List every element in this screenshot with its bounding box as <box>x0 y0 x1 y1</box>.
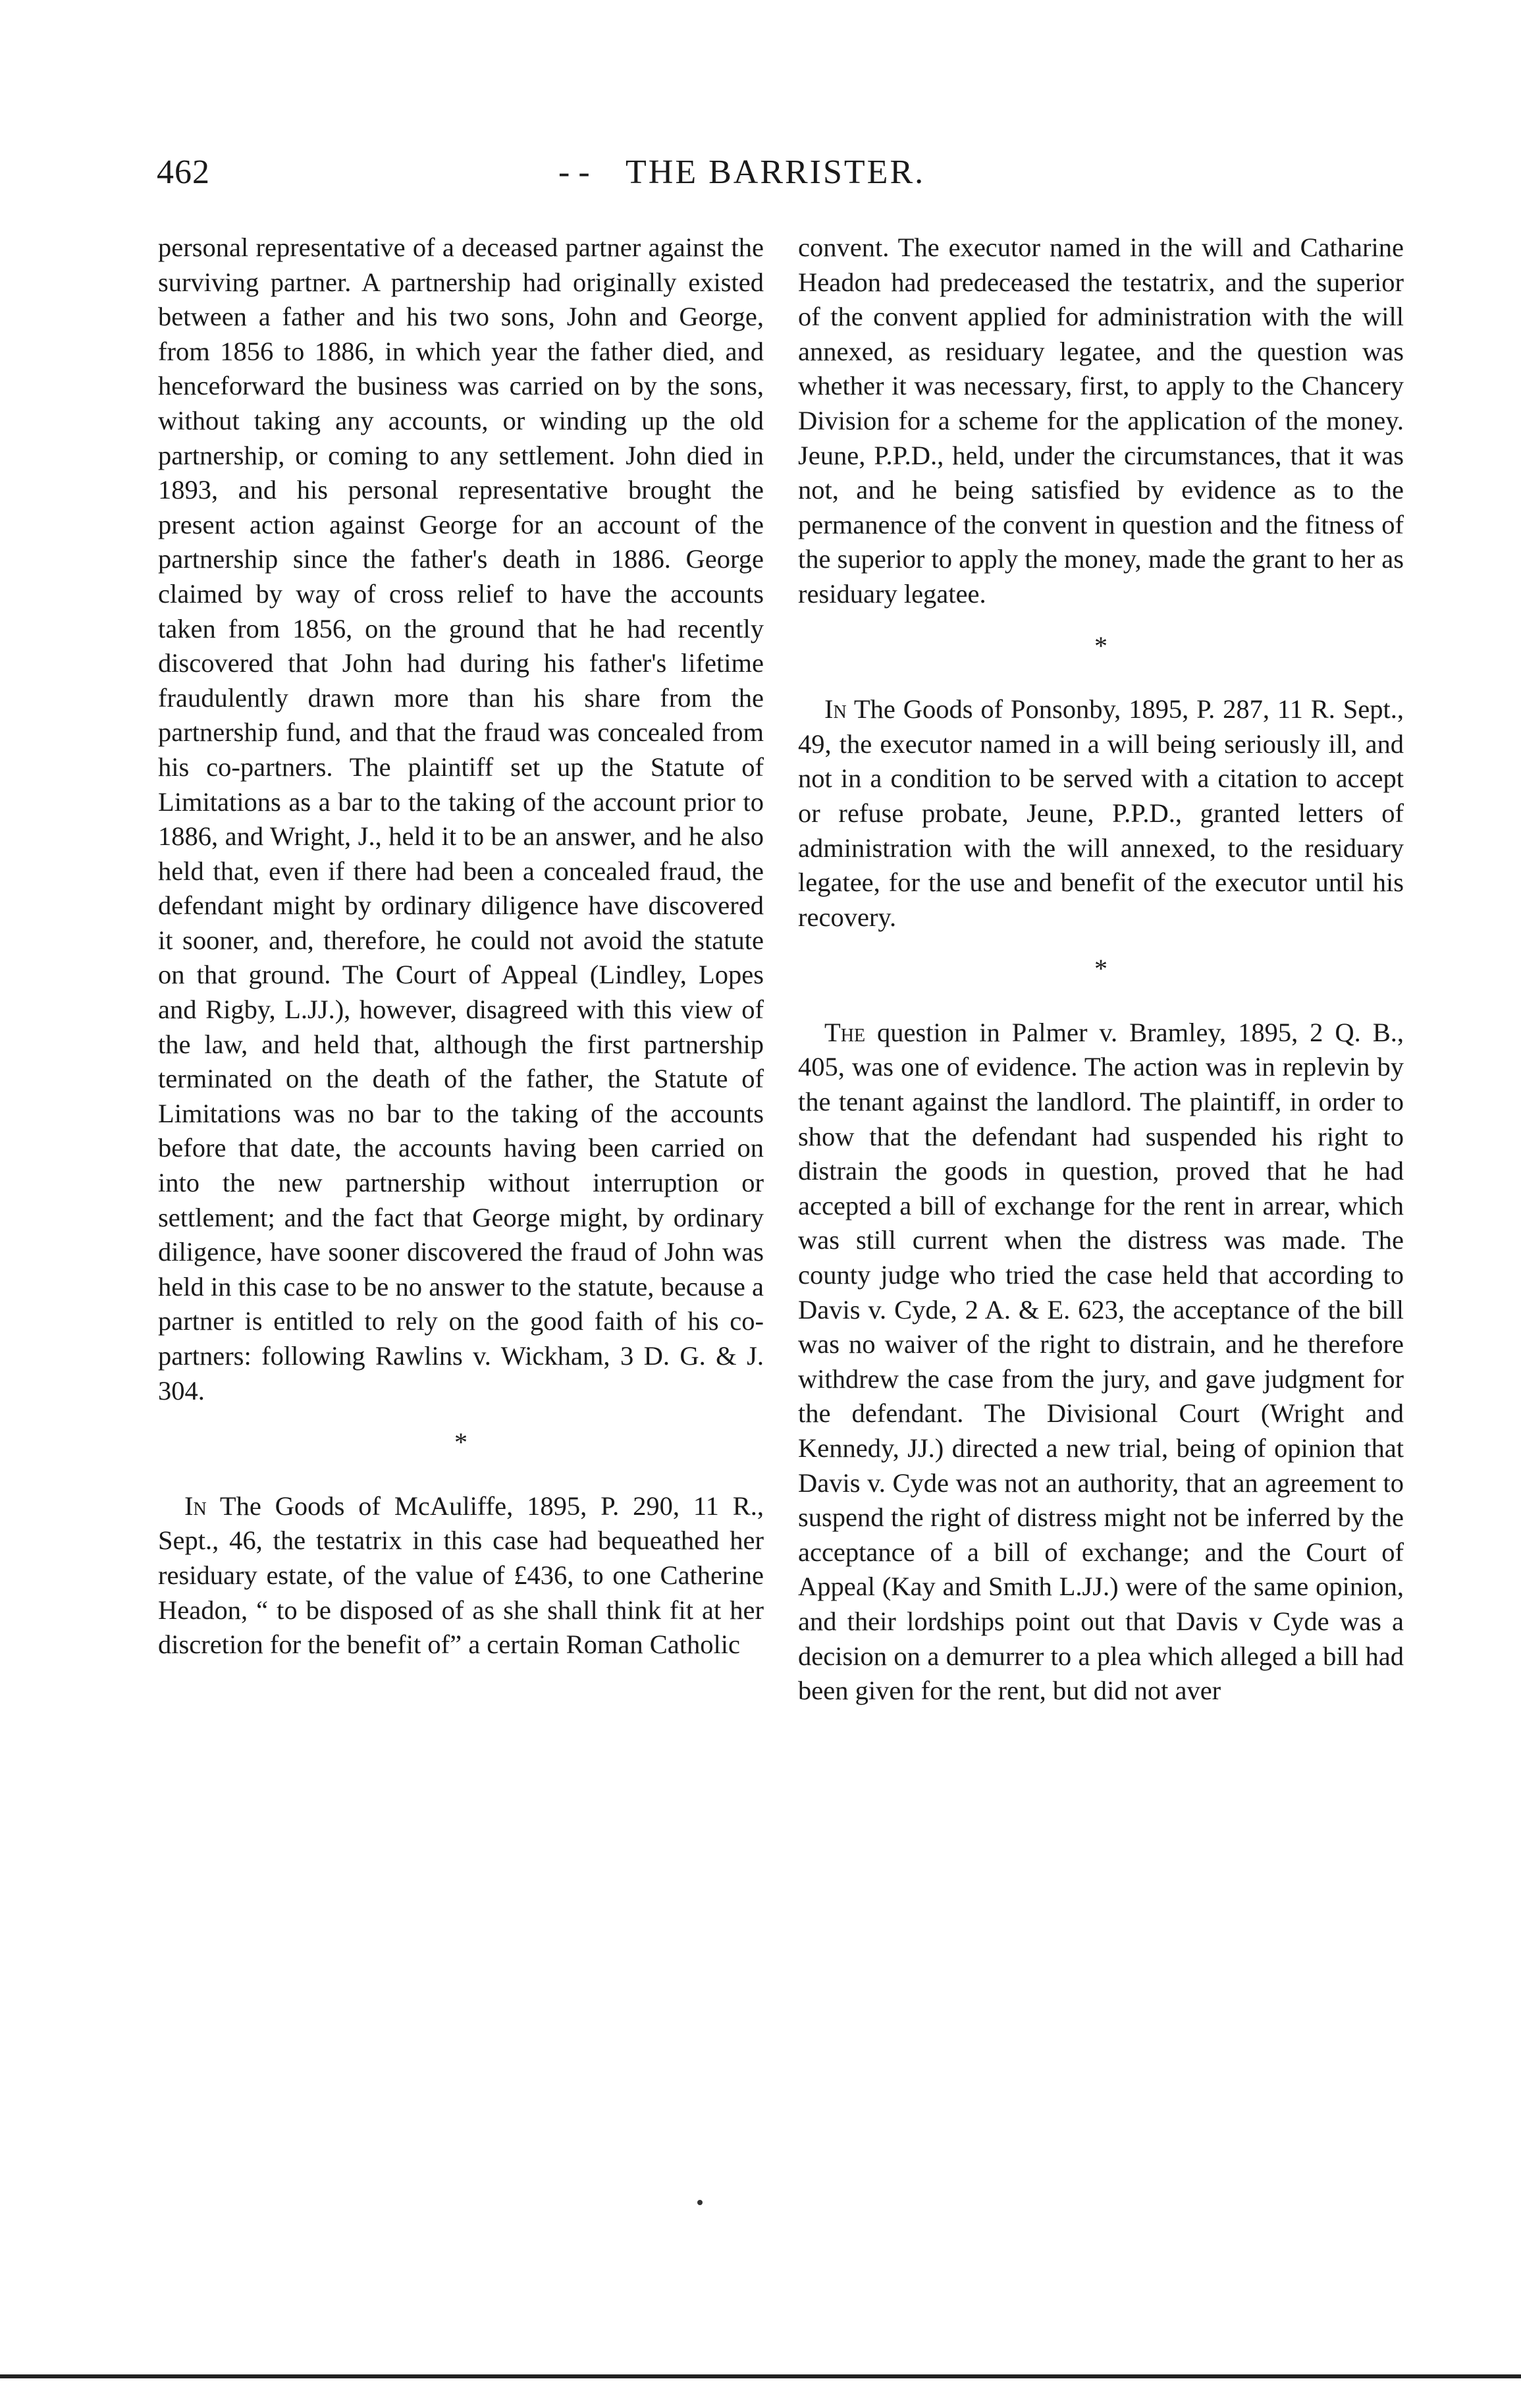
paragraph-body: The Goods of Ponsonby, 1895, P. 287, 11 R. Sept., 49, the executor named in a will being seriously ill, and not in a condition to be served with a citation to accept or refuse probate, Jeune, P.P.D., granted letters of administration with the will annexed, to the residuary legatee, for the use and benefit of the executor until his recovery. <box>798 694 1404 932</box>
left-column <box>158 231 764 1662</box>
section-divider-star: * <box>1094 630 1107 661</box>
page-number: 462 <box>157 153 210 191</box>
right-paragraph-1: convent. The executor named in the will and Catharine Headon had predeceased the testatrix, and the superior of the convent applied for administration with the will annexed, as residuary legatee, and the question was whether it was necessary, first, to apply to the Chancery Division for a scheme for the application of the money. Jeune, P.P.D., held, under the circumstances, that it was not, and he being satisfied by evidence as to the permanence of the convent in question and the fitness of the superior to apply the money, made the grant to her as residuary legatee. <box>798 233 1404 609</box>
paragraph-lead-word: In <box>824 694 847 725</box>
right-paragraph-2 <box>798 692 1404 935</box>
header-separator: - - <box>558 153 590 191</box>
section-divider-star: * <box>1094 954 1107 984</box>
left-paragraph-2 <box>158 1489 764 1662</box>
print-speck <box>697 2200 703 2205</box>
paragraph-body: The Goods of McAuliffe, 1895, P. 290, 11 R., Sept., 46, the testatrix in this case had bequeathed her residuary estate, of the value of £436, to one Catherine Headon, “ to be disposed of as she shall think fit at her discretion for the benefit of” a certain Roman Catholic <box>158 1491 764 1660</box>
bottom-scan-edge <box>0 2374 1521 2378</box>
right-paragraph-3 <box>798 1016 1404 1709</box>
right-column <box>798 231 1404 1709</box>
paragraph-lead-word: The <box>824 1017 866 1047</box>
left-paragraph-1: personal representative of a deceased partner against the surviving partner. A partnership had originally existed between a father and his two sons, John and George, from 1856 to 1886, in which year the father died, and henceforward the business was carried on by the sons, without taking any accounts, or winding up the old partnership, or coming to any settlement. John died in 1893, and his personal representative brought the present action against George for an account of the partnership since the father's death in 1886. George claimed by way of cross relief to have the accounts taken from 1856, on the ground that he had recently discovered that John had during his father's lifetime fraudulently drawn more than his share from the partnership fund, and that the fraud was concealed from his co-partners. The plaintiff set up the Statute of Limitations as a bar to the taking of the account prior to 1886, and Wright, J., held it to be an answer, and he also held that, even if there had been a concealed fraud, the defendant might by ordinary diligence have discovered it sooner, and, therefore, he could not avoid the statute on that ground. The Court of Appeal (Lindley, Lopes and Rigby, L.JJ.), however, disagreed with this view of the law, and held that, although the first partnership terminated on the death of the father, the Statute of Limitations was no bar to the taking of the accounts before that date, the accounts having been carried on into the new partnership without interruption or settlement; and the fact that George might, by ordinary diligence, have sooner discovered the fraud of John was held in this case to be no answer to the statute, because a partner is entitled to rely on the good faith of his co-partners: following Rawlins v. Wickham, 3 D. G. & J. 304. <box>158 233 764 1406</box>
paragraph-lead-word: In <box>184 1491 207 1521</box>
paragraph-body: question in Palmer v. Bramley, 1895, 2 Q. B., 405, was one of evidence. The action was in replevin by the tenant against the landlord. The plaintiff, in order to show that the defendant had suspended his right to distrain the goods in question, proved that he had accepted a bill of exchange for the rent in arrear, which was still current when the distress was made. The county judge who tried the case held that according to Davis v. Cyde, 2 A. & E. 623, the acceptance of the bill was no waiver of the right to distrain, and he therefore withdrew the case from the jury, and gave judgment for the defendant. The Divisional Court (Wright and Kennedy, JJ.) directed a new trial, being of opinion that Davis v. Cyde was not an authority, that an agreement to suspend the right of distress might not be inferred by the acceptance of a bill of exchange; and the Court of Appeal (Kay and Smith L.JJ.) were of the same opinion, and their lordships point out that Davis v Cyde was a decision on a demurrer to a plea which alleged a bill had been given for the rent, but did not aver <box>798 1017 1404 1706</box>
section-divider-star: * <box>454 1427 467 1458</box>
running-title: THE BARRISTER. <box>626 153 926 191</box>
